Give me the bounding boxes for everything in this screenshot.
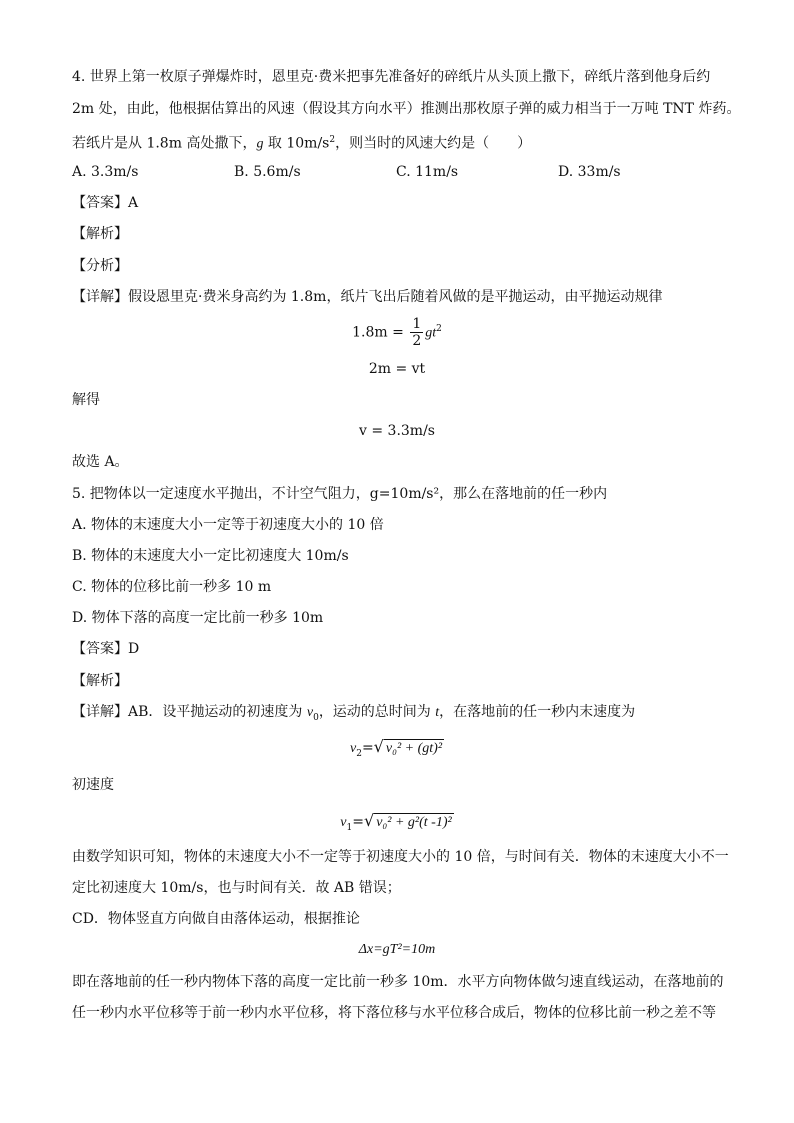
q5-chusudu: 初速度 <box>72 777 114 793</box>
q5-para2-line1: 即在落地前的任一秒内物体下落的高度一定比前一秒多 10m．水平方向物体做匀速直线运动，在落地前的 <box>72 974 724 990</box>
q5-eq-v2-sub: 2 <box>356 748 362 759</box>
q5-eq-v2-lhs: v <box>349 741 357 756</box>
q5-para1-line2: 定比初速度大 10m/s，也与时间有关．故 AB 错误； <box>72 880 401 896</box>
q5-equation-dx: Δx=gT²=10m <box>358 942 436 957</box>
q5-option-c: C. 物体的位移比前一秒多 10 m <box>72 579 272 595</box>
q5-answer: 【答案】D <box>72 641 140 657</box>
q4-line3-sup: 2 <box>329 135 336 145</box>
q4-eq1-lhs: 1.8m = <box>352 324 404 341</box>
q4-option-b: B. 5.6m/s <box>234 164 301 180</box>
q5-eq-v2-mid: = <box>361 740 374 756</box>
q4-eq1-num: 1 <box>412 316 422 332</box>
q4-line3-b: 取 10m/s <box>263 135 330 152</box>
q4-option-c: C. 11m/s <box>396 164 459 180</box>
q4-line3-a: 若纸片是从 1.8m 高处撒下， <box>72 135 257 152</box>
q5-jiexi: 【解析】 <box>72 673 128 689</box>
q4-equation-2: 2m = vt <box>368 361 426 377</box>
q4-jiede: 解得 <box>72 392 100 408</box>
q4-eq1-sup: 2 <box>436 323 442 334</box>
q4-detail: 【详解】假设恩里克·费米身高约为 1.8m，纸片飞出后随着风做的是平抛运动，由平抛运动规律 <box>72 289 663 305</box>
q5-eq-v1-lhs: v <box>340 815 347 830</box>
q4-stem-line3 <box>72 131 531 154</box>
q4-line3-c: ，则当时的风速大约是（ ） <box>335 135 532 152</box>
q4-fenxi: 【分析】 <box>72 258 128 274</box>
q5-detail-v0: v <box>306 705 314 720</box>
q5-eq-v2-radicand: v₀² + (gt)² <box>385 741 443 756</box>
q4-option-a: A. 3.3m/s <box>72 164 139 180</box>
q4-stem-line2: 2m 处，由此，他根据估算出的风速（假设其方向水平）推测出那枚原子弹的威力相当于一万吨 TNT 炸药。 <box>72 101 741 117</box>
q4-eq1-fraction <box>410 316 423 349</box>
q5-para1-line1: 由数学知识可知，物体的末速度大小不一定等于初速度大小的 10 倍，与时间有关．物体的末速度大小不一 <box>72 849 729 865</box>
q5-equation-v2 <box>0 738 794 763</box>
q5-option-a: A. 物体的末速度大小一定等于初速度大小的 10 倍 <box>72 517 384 533</box>
q4-conclusion: 故选 A。 <box>72 454 129 470</box>
q5-para2-line2: 任一秒内水平位移等于前一秒内水平位移，将下落位移与水平位移合成后，物体的位移比前一秒之差不等 <box>72 1005 716 1021</box>
q4-line3-g: g <box>256 136 264 152</box>
q5-option-d: D. 物体下落的高度一定比前一秒多 10m <box>72 610 324 626</box>
q4-equation-1 <box>0 316 794 349</box>
q5-eq-v1-radical-icon: √ <box>363 811 375 830</box>
q4-eq1-rhs: gt <box>425 325 437 341</box>
q5-detail <box>72 703 635 727</box>
q5-eq-v1-radicand: v₀² + g²(t -1)² <box>376 815 452 830</box>
q4-answer: 【答案】A <box>72 195 139 211</box>
q5-eq-v2-radical-icon: √ <box>373 737 384 756</box>
q5-eq-v1-mid: = <box>352 814 364 830</box>
q5-eq-v1-sub: 1 <box>346 822 353 833</box>
q4-option-d: D. 33m/s <box>558 164 621 180</box>
q5-stem: 5. 把物体以一定速度水平抛出，不计空气阻力，g=10m/s²，那么在落地前的任一秒内 <box>72 486 608 502</box>
q5-detail-a: 【详解】AB．设平抛运动的初速度为 <box>72 704 307 720</box>
q5-option-b: B. 物体的末速度大小一定比初速度大 10m/s <box>72 548 349 564</box>
q5-detail-t: t <box>435 705 440 720</box>
q5-detail-b: ，运动的总时间为 <box>318 704 436 720</box>
q4-jiexi: 【解析】 <box>72 226 128 242</box>
q5-detail-v0sub: 0 <box>313 712 319 723</box>
q5-detail-c: ，在落地前的任一秒内末速度为 <box>439 704 636 720</box>
q5-equation-v1 <box>0 812 794 837</box>
q4-stem-line1: 4. 世界上第一枚原子弹爆炸时，恩里克·费米把事先准备好的碎纸片从头顶上撒下，碎纸片落到他身后约 <box>72 69 711 85</box>
q5-cd: CD．物体竖直方向做自由落体运动，根据推论 <box>72 911 360 927</box>
q4-equation-3: v = 3.3m/s <box>359 423 435 439</box>
q4-eq1-den: 2 <box>412 333 422 349</box>
